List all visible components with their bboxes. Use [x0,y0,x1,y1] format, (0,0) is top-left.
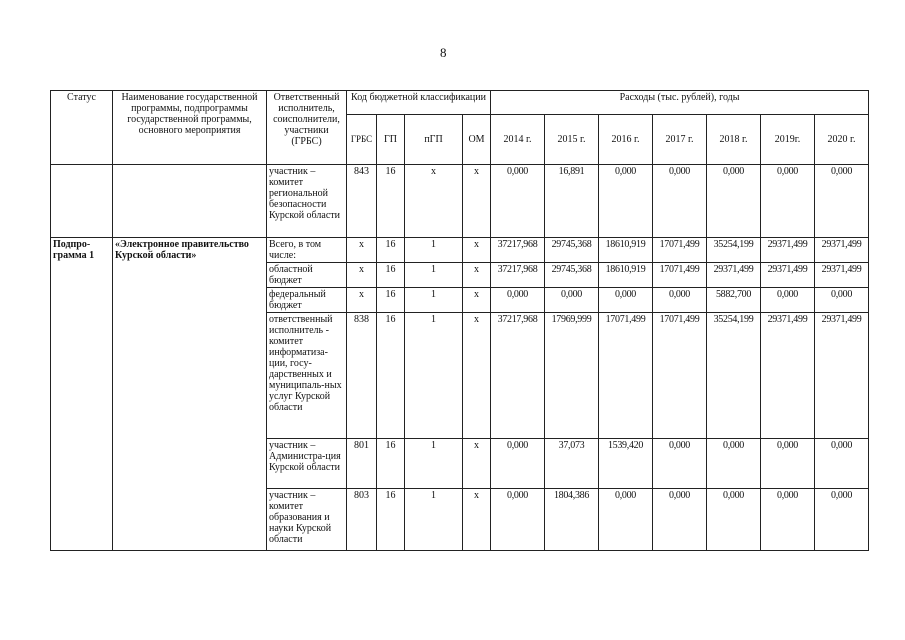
header-executor: Ответственный исполнитель, соисполнители, участники (ГРБС) [267,91,347,165]
value-cell: 0,000 [815,288,869,313]
header-year: 2017 г. [653,115,707,165]
value-cell: 29371,499 [761,263,815,288]
pgp-cell: 1 [405,238,463,263]
om-cell: x [463,439,491,489]
executor-cell: участник – комитет региональной безопасности Курской области [267,165,347,238]
executor-cell: федеральный бюджет [267,288,347,313]
value-cell: 29745,368 [545,263,599,288]
pgp-cell: 1 [405,288,463,313]
header-year: 2016 г. [599,115,653,165]
gp-cell: 16 [377,489,405,551]
header-budget-code: Код бюджетной классификации [347,91,491,115]
header-om: ОМ [463,115,491,165]
gp-cell: 16 [377,165,405,238]
page-number: 8 [440,45,447,60]
value-cell: 18610,919 [599,263,653,288]
value-cell: 35254,199 [707,313,761,439]
table-row [51,238,869,263]
value-cell: 29371,499 [815,313,869,439]
value-cell: 0,000 [761,439,815,489]
value-cell: 0,000 [599,165,653,238]
value-cell: 17071,499 [653,238,707,263]
subprogram-name: «Электронное правительство Курской области» [113,238,267,551]
value-cell: 29371,499 [761,313,815,439]
pgp-cell: 1 [405,439,463,489]
grbs-cell: 838 [347,313,377,439]
executor-cell: участник – Администра-ция Курской области [267,439,347,489]
executor-cell: участник – комитет образования и науки Курской области [267,489,347,551]
value-cell: 0,000 [761,489,815,551]
gp-cell: 16 [377,439,405,489]
value-cell: 18610,919 [599,238,653,263]
grbs-cell: 801 [347,439,377,489]
value-cell: 0,000 [653,288,707,313]
om-cell: x [463,263,491,288]
header-year: 2019г. [761,115,815,165]
header-year: 2014 г. [491,115,545,165]
value-cell: 17071,499 [599,313,653,439]
header-status: Статус [51,91,113,165]
value-cell: 29371,499 [815,263,869,288]
gp-cell: 16 [377,288,405,313]
header-pgp: пГП [405,115,463,165]
value-cell: 0,000 [707,439,761,489]
header-gp: ГП [377,115,405,165]
table-row [51,165,869,238]
value-cell: 0,000 [599,288,653,313]
value-cell: 5882,700 [707,288,761,313]
value-cell: 0,000 [815,165,869,238]
executor-cell: ответственный исполнитель - комитет информатиза-ции, госу-дарственных и муниципаль-ных услуг Курской области [267,313,347,439]
value-cell: 35254,199 [707,238,761,263]
status-cell [51,165,113,238]
value-cell: 0,000 [761,288,815,313]
value-cell: 0,000 [707,165,761,238]
header-grbs: ГРБС [347,115,377,165]
gp-cell: 16 [377,263,405,288]
value-cell: 0,000 [815,439,869,489]
om-cell: x [463,288,491,313]
value-cell: 29371,499 [707,263,761,288]
om-cell: x [463,313,491,439]
header-year: 2020 г. [815,115,869,165]
value-cell: 0,000 [491,489,545,551]
gp-cell: 16 [377,313,405,439]
subprogram-status: Подпро-грамма 1 [51,238,113,551]
executor-cell: Всего, в том числе: [267,238,347,263]
header-year: 2018 г. [707,115,761,165]
value-cell: 29371,499 [761,238,815,263]
value-cell: 37217,968 [491,263,545,288]
gp-cell: 16 [377,238,405,263]
grbs-cell: x [347,238,377,263]
pgp-cell: 1 [405,263,463,288]
value-cell: 37217,968 [491,313,545,439]
pgp-cell: 1 [405,489,463,551]
value-cell: 0,000 [653,489,707,551]
value-cell: 17969,999 [545,313,599,439]
grbs-cell: x [347,263,377,288]
value-cell: 0,000 [599,489,653,551]
budget-table [50,90,869,551]
value-cell: 1539,420 [599,439,653,489]
value-cell: 0,000 [491,439,545,489]
om-cell: x [463,489,491,551]
value-cell: 17071,499 [653,313,707,439]
executor-cell: областной бюджет [267,263,347,288]
name-cell [113,165,267,238]
value-cell: 0,000 [761,165,815,238]
value-cell: 0,000 [491,288,545,313]
value-cell: 16,891 [545,165,599,238]
pgp-cell: 1 [405,313,463,439]
grbs-cell: 843 [347,165,377,238]
value-cell: 29745,368 [545,238,599,263]
om-cell: x [463,238,491,263]
value-cell: 29371,499 [815,238,869,263]
header-year: 2015 г. [545,115,599,165]
header-name: Наименование государственной программы, подпрограммы государственной программы, основного мероприятия [113,91,267,165]
header-expenses: Расходы (тыс. рублей), годы [491,91,869,115]
value-cell: 0,000 [545,288,599,313]
value-cell: 1804,386 [545,489,599,551]
pgp-cell: x [405,165,463,238]
value-cell: 17071,499 [653,263,707,288]
value-cell: 37217,968 [491,238,545,263]
value-cell: 0,000 [815,489,869,551]
value-cell: 0,000 [653,439,707,489]
value-cell: 0,000 [707,489,761,551]
value-cell: 0,000 [491,165,545,238]
om-cell: x [463,165,491,238]
grbs-cell: x [347,288,377,313]
value-cell: 0,000 [653,165,707,238]
grbs-cell: 803 [347,489,377,551]
value-cell: 37,073 [545,439,599,489]
